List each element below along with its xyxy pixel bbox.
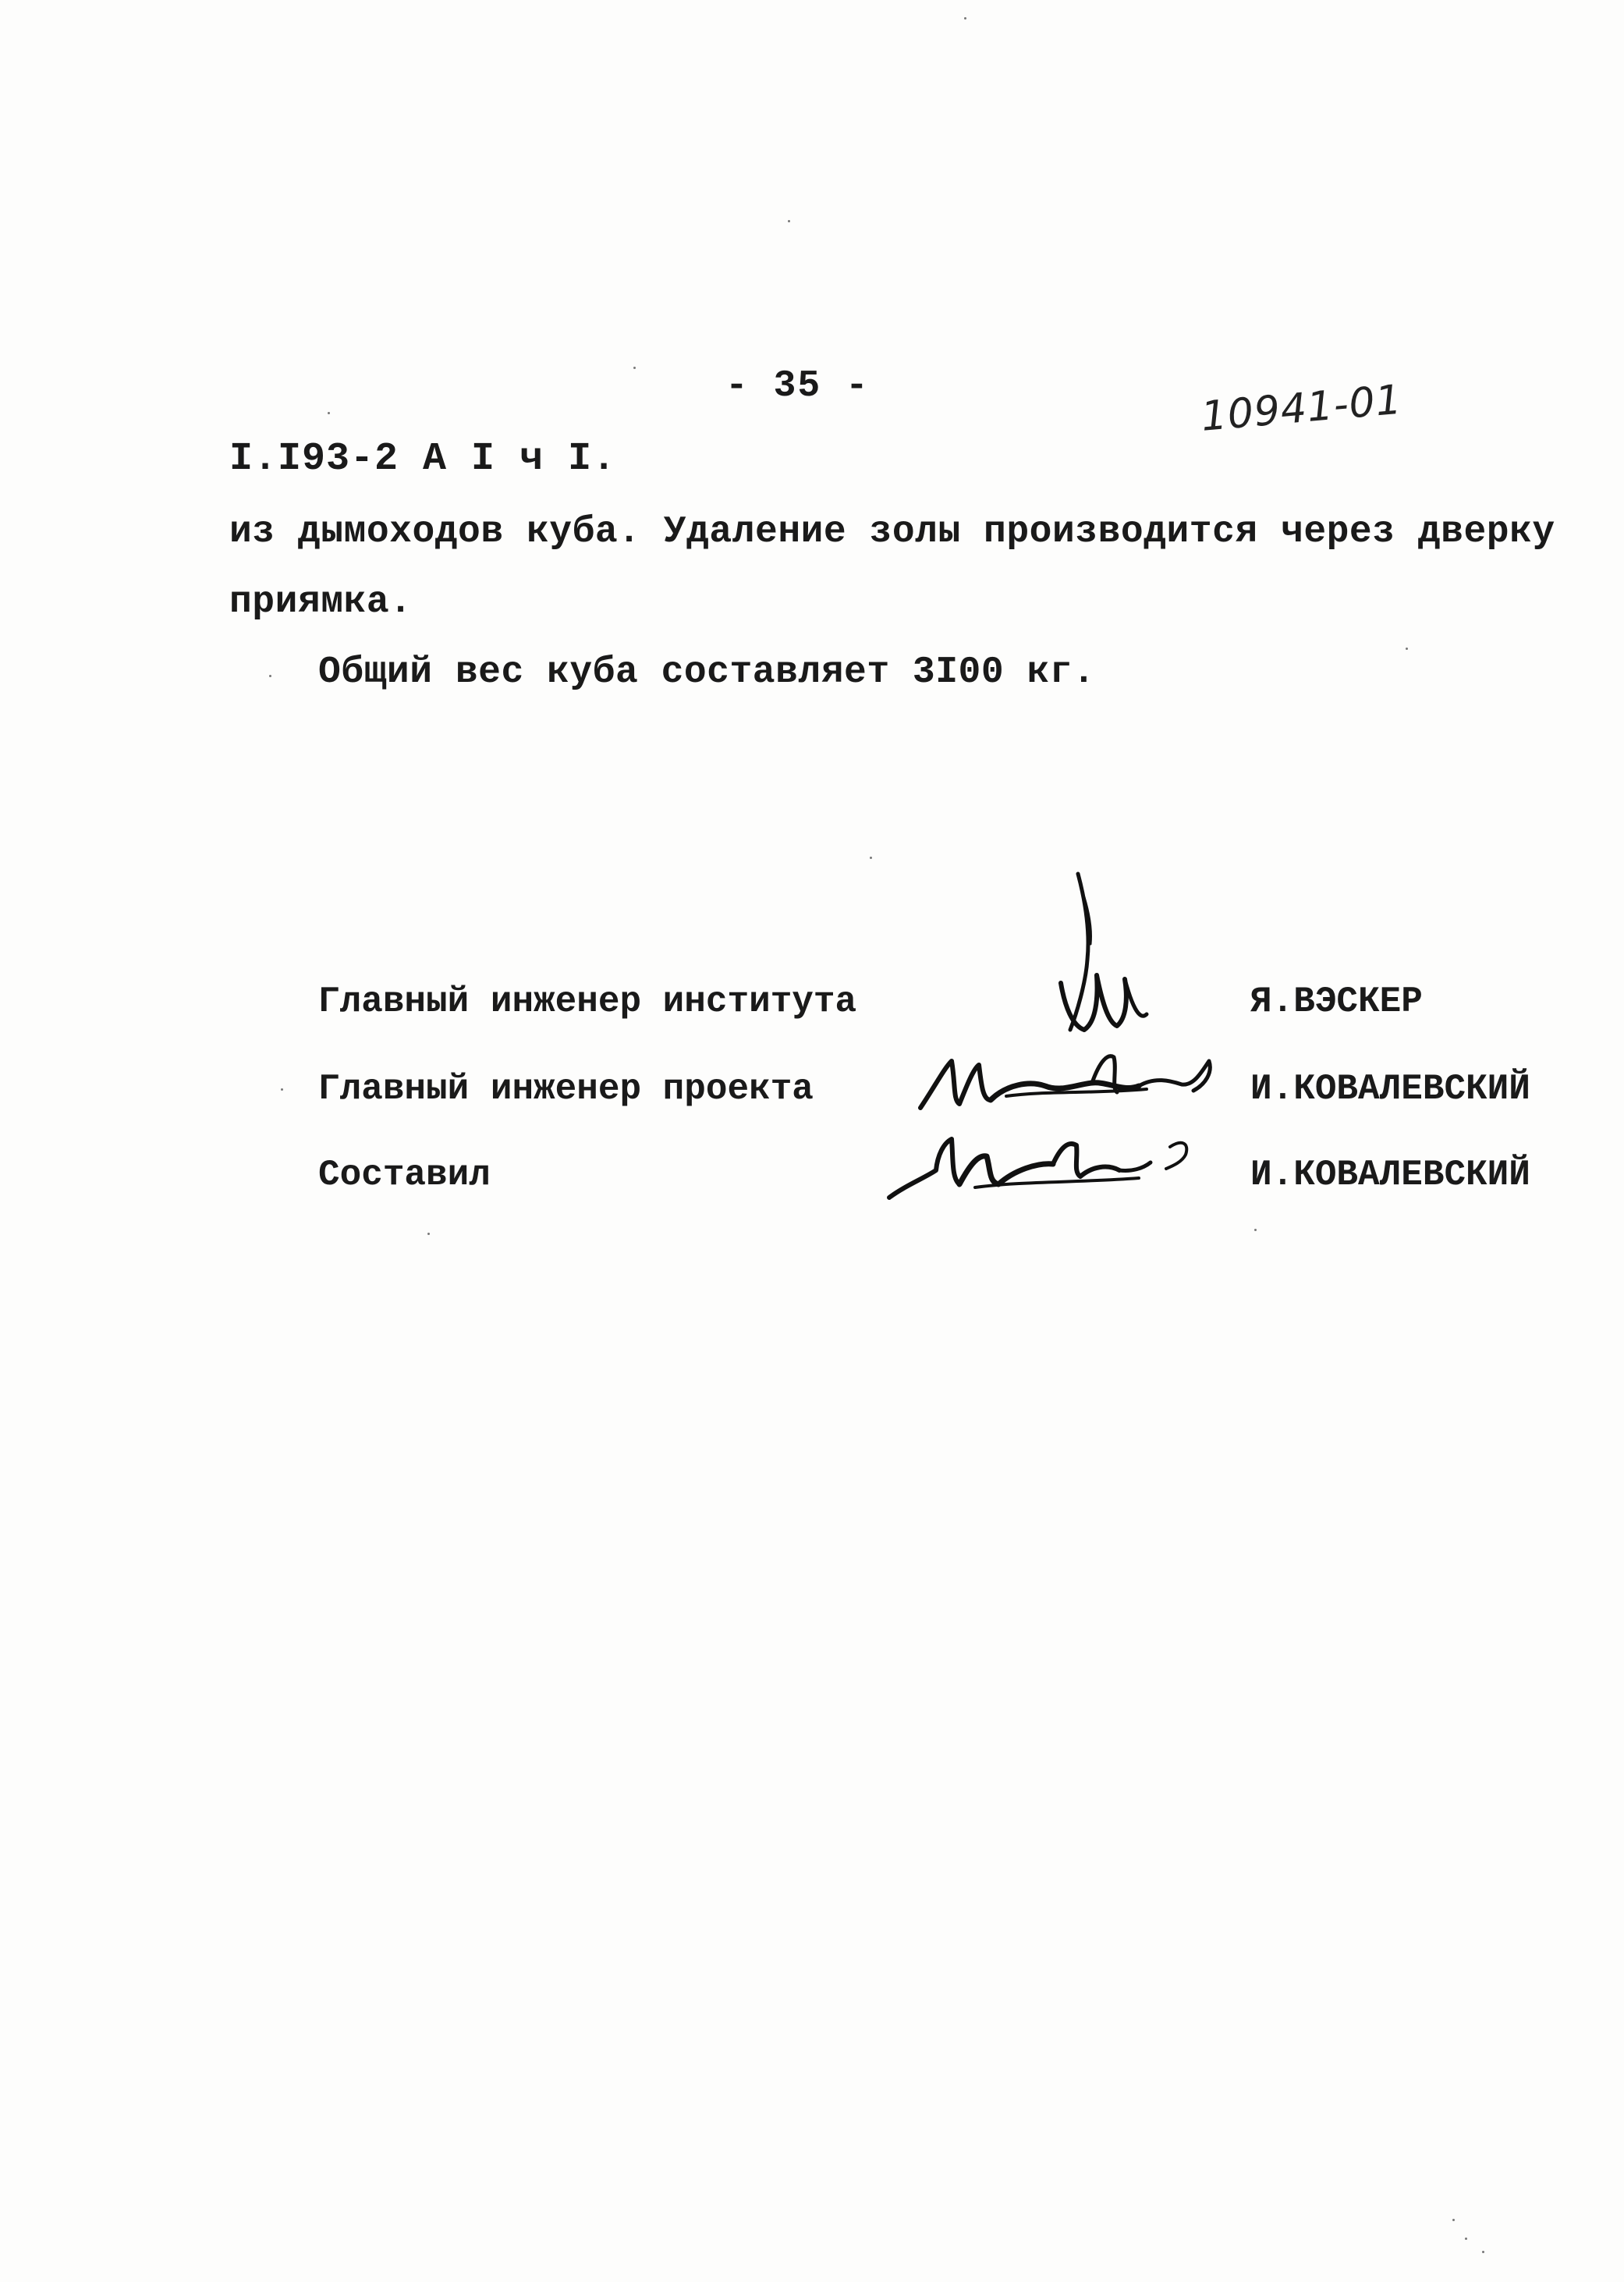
document-code: I.I93-2 A I ч I. xyxy=(229,437,617,481)
body-text-line: Общий вес куба составляет 3I00 кг. xyxy=(318,651,1096,694)
body-text-line: приямка. xyxy=(229,581,413,623)
scan-speck xyxy=(964,17,966,20)
handwritten-document-number: 10941-01 xyxy=(1199,376,1404,441)
signatory-role: Главный инженер проекта xyxy=(318,1069,814,1109)
scan-speck xyxy=(1406,648,1408,650)
scan-speck xyxy=(788,220,790,222)
scan-speck xyxy=(427,1233,430,1235)
signatory-name: И.КОВАЛЕВСКИЙ xyxy=(1250,1069,1530,1109)
signatory-name: Я.ВЭСКЕР xyxy=(1250,981,1423,1022)
scan-speck xyxy=(633,367,636,369)
scan-speck xyxy=(870,857,872,859)
scan-speck xyxy=(269,675,271,677)
scan-speck xyxy=(1465,2238,1467,2240)
signatory-role: Главный инженер института xyxy=(318,981,857,1022)
signatory-role: Составил xyxy=(318,1155,491,1195)
signatory-name: И.КОВАЛЕВСКИЙ xyxy=(1250,1155,1530,1195)
scan-speck xyxy=(1482,2251,1484,2253)
handwritten-signature xyxy=(881,1123,1209,1209)
handwritten-signature xyxy=(1030,866,1170,1045)
scan-speck xyxy=(328,412,330,414)
scan-speck xyxy=(1254,1229,1257,1231)
scan-speck xyxy=(1452,2219,1455,2221)
handwritten-signature xyxy=(913,1038,1225,1123)
page-number: - 35 - xyxy=(725,365,870,407)
scan-speck xyxy=(281,1088,283,1091)
body-text-line: из дымоходов куба. Удаление золы производится через дверку xyxy=(229,511,1555,553)
